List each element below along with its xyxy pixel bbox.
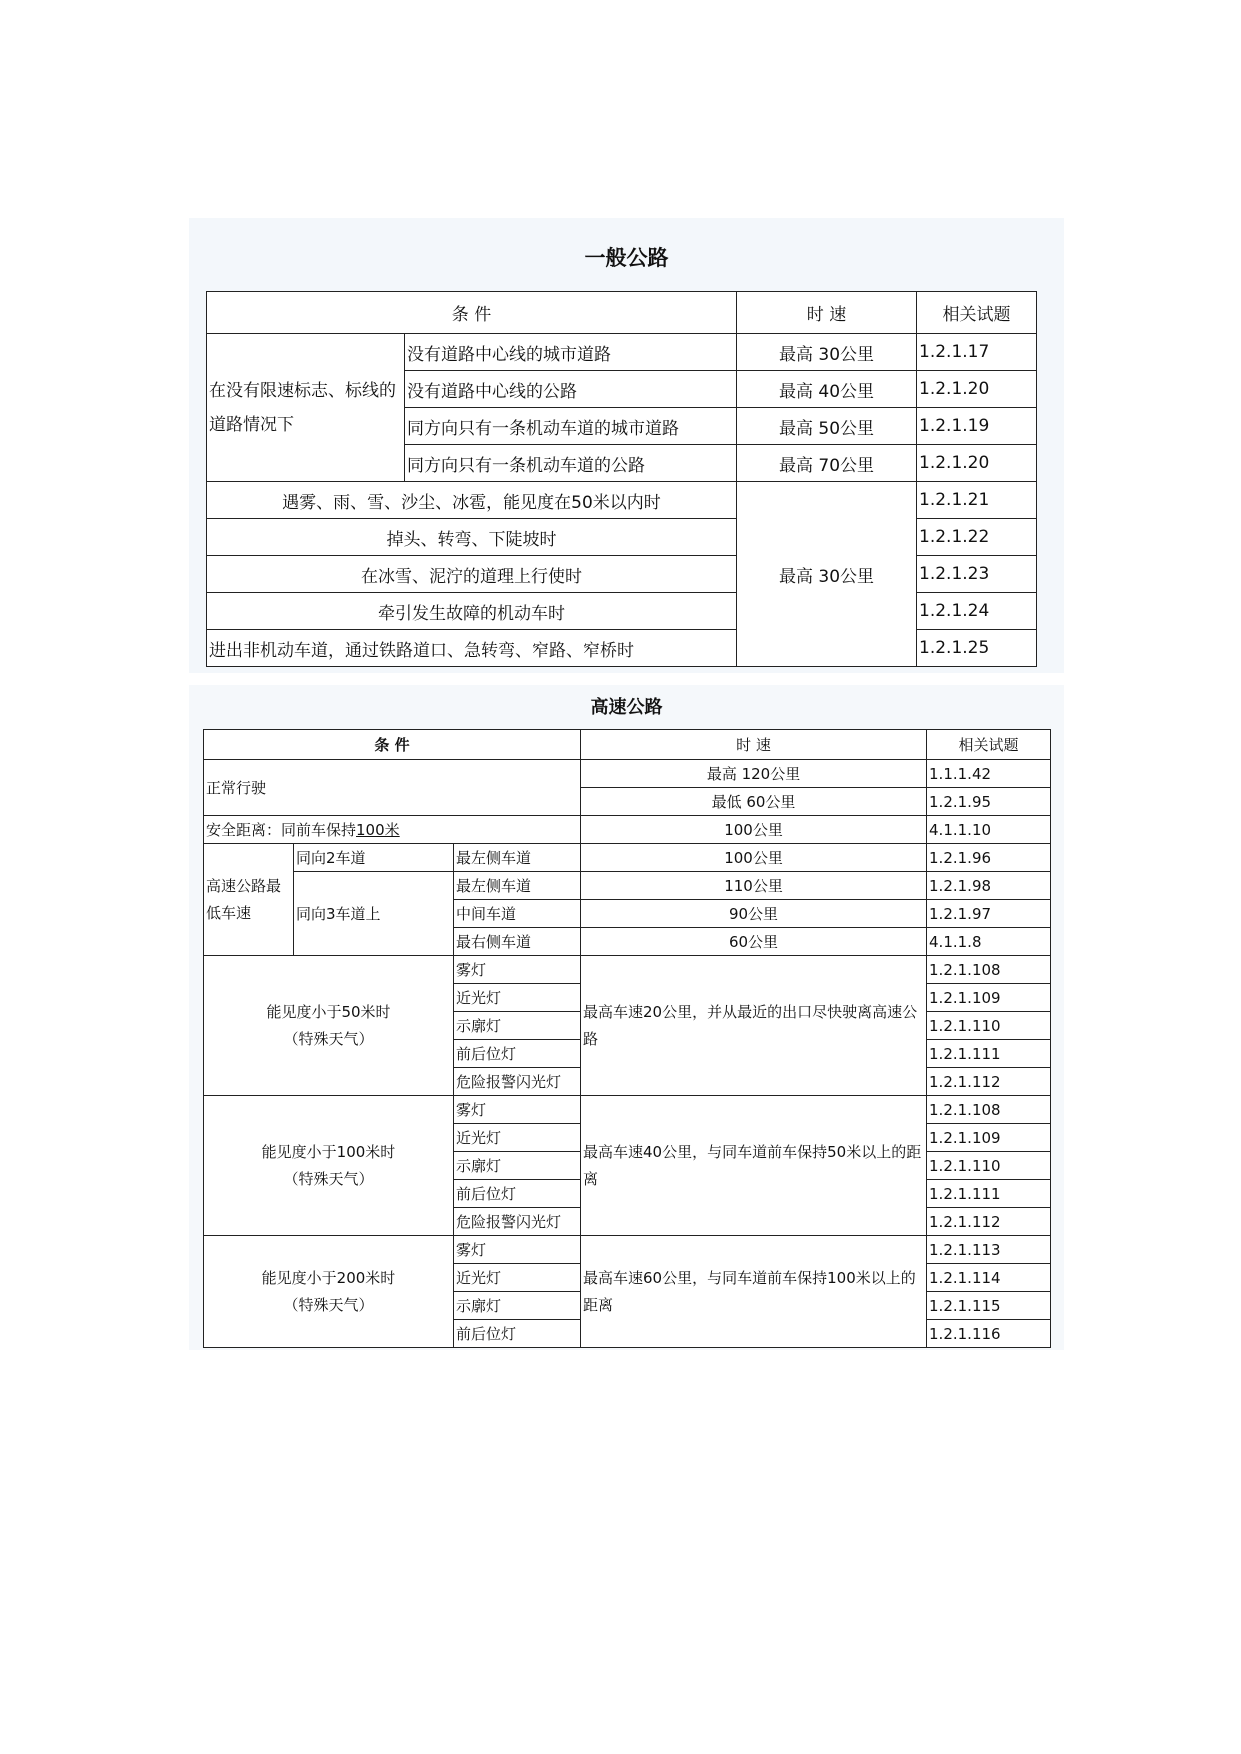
question-cell: 1.2.1.25 — [917, 630, 1037, 667]
speed-cell: 60公里 — [581, 928, 927, 956]
question-cell: 1.2.1.95 — [927, 788, 1051, 816]
visibility-sub: （特殊天气） — [283, 1169, 374, 1188]
header-condition: 条 件 — [204, 730, 581, 760]
question-cell: 1.2.1.110 — [927, 1152, 1051, 1180]
light-cell: 雾灯 — [454, 1096, 581, 1124]
condition-cell: 同方向只有一条机动车道的公路 — [405, 445, 737, 482]
speed-cell: 110公里 — [581, 872, 927, 900]
lane-cell: 最右侧车道 — [454, 928, 581, 956]
speed-cell: 最高 120公里 — [581, 760, 927, 788]
visibility-sub: （特殊天气） — [283, 1029, 374, 1048]
condition-cell: 在冰雪、泥泞的道理上行使时 — [207, 556, 737, 593]
expressway-table — [203, 729, 1051, 1348]
light-cell: 示廓灯 — [454, 1012, 581, 1040]
header-speed: 时 速 — [581, 730, 927, 760]
speed-cell: 最高 70公里 — [737, 445, 917, 482]
light-cell: 近光灯 — [454, 1124, 581, 1152]
header-condition: 条 件 — [207, 292, 737, 334]
light-cell: 示廓灯 — [454, 1292, 581, 1320]
table-header-row — [207, 292, 1037, 334]
table-row — [204, 956, 1051, 984]
question-cell: 1.2.1.19 — [917, 408, 1037, 445]
normal-driving-label: 正常行驶 — [204, 760, 581, 816]
condition-cell: 遇雾、雨、雪、沙尘、冰雹，能见度在50米以内时 — [207, 482, 737, 519]
general-road-title: 一般公路 — [584, 246, 669, 270]
question-cell: 1.2.1.116 — [927, 1320, 1051, 1348]
question-cell: 1.2.1.96 — [927, 844, 1051, 872]
table-header-row — [204, 730, 1051, 760]
table-row — [204, 1096, 1051, 1124]
condition-cell: 牵引发生故障的机动车时 — [207, 593, 737, 630]
condition-cell: 没有道路中心线的公路 — [405, 371, 737, 408]
lane-cell: 最左侧车道 — [454, 844, 581, 872]
question-cell: 1.2.1.114 — [927, 1264, 1051, 1292]
question-cell: 1.2.1.23 — [917, 556, 1037, 593]
question-cell: 1.2.1.111 — [927, 1180, 1051, 1208]
visibility-rule: 最高车速20公里，并从最近的出口尽快驶离高速公路 — [581, 956, 927, 1096]
condition-cell: 没有道路中心线的城市道路 — [405, 334, 737, 371]
speed-cell: 最低 60公里 — [581, 788, 927, 816]
question-cell: 1.2.1.109 — [927, 1124, 1051, 1152]
question-cell: 1.2.1.108 — [927, 1096, 1051, 1124]
light-cell: 雾灯 — [454, 1236, 581, 1264]
question-cell: 1.2.1.111 — [927, 1040, 1051, 1068]
condition-cell: 掉头、转弯、下陡坡时 — [207, 519, 737, 556]
question-cell: 1.2.1.97 — [927, 900, 1051, 928]
visibility-group-cell — [204, 956, 454, 1096]
header-question: 相关试题 — [927, 730, 1051, 760]
condition-cell: 进出非机动车道，通过铁路道口、急转弯、窄路、窄桥时 — [207, 630, 737, 667]
group-label: 在没有限速标志、标线的道路情况下 — [207, 334, 405, 482]
lane-cell: 中间车道 — [454, 900, 581, 928]
visibility-label: 能见度小于50米时 — [266, 1002, 391, 1021]
safe-distance-label: 安全距离：同前车保持 — [206, 821, 357, 839]
three-lane-label: 同向3车道上 — [294, 872, 454, 956]
expressway-title: 高速公路 — [590, 697, 663, 718]
light-cell: 危险报警闪光灯 — [454, 1068, 581, 1096]
special-speed-cell: 最高 30公里 — [737, 482, 917, 667]
question-cell: 1.1.1.42 — [927, 760, 1051, 788]
light-cell: 前后位灯 — [454, 1180, 581, 1208]
table-row — [207, 482, 1037, 519]
question-cell: 1.2.1.24 — [917, 593, 1037, 630]
visibility-label: 能见度小于200米时 — [261, 1268, 396, 1287]
question-cell: 1.2.1.17 — [917, 334, 1037, 371]
two-lane-label: 同向2车道 — [294, 844, 454, 872]
question-cell: 1.2.1.20 — [917, 445, 1037, 482]
general-road-table — [206, 291, 1037, 667]
visibility-group-cell — [204, 1096, 454, 1236]
visibility-label: 能见度小于100米时 — [261, 1142, 396, 1161]
question-cell: 4.1.1.8 — [927, 928, 1051, 956]
light-cell: 近光灯 — [454, 984, 581, 1012]
lane-cell: 最左侧车道 — [454, 872, 581, 900]
speed-cell: 最高 30公里 — [737, 334, 917, 371]
table-row — [207, 334, 1037, 371]
light-cell: 示廓灯 — [454, 1152, 581, 1180]
question-cell: 1.2.1.20 — [917, 371, 1037, 408]
table-row — [204, 816, 1051, 844]
question-cell: 1.2.1.109 — [927, 984, 1051, 1012]
light-cell: 前后位灯 — [454, 1040, 581, 1068]
question-cell: 4.1.1.10 — [927, 816, 1051, 844]
condition-cell: 同方向只有一条机动车道的城市道路 — [405, 408, 737, 445]
question-cell: 1.2.1.115 — [927, 1292, 1051, 1320]
table-row — [204, 1236, 1051, 1264]
min-speed-label: 高速公路最低车速 — [204, 844, 294, 956]
light-cell: 近光灯 — [454, 1264, 581, 1292]
safe-distance-value: 100米 — [356, 821, 400, 839]
light-cell: 雾灯 — [454, 956, 581, 984]
safe-distance-cell — [204, 816, 581, 844]
header-speed: 时 速 — [737, 292, 917, 334]
question-cell: 1.2.1.21 — [917, 482, 1037, 519]
speed-cell: 最高 50公里 — [737, 408, 917, 445]
question-cell: 1.2.1.22 — [917, 519, 1037, 556]
table-row — [204, 844, 1051, 872]
question-cell: 1.2.1.110 — [927, 1012, 1051, 1040]
visibility-sub: （特殊天气） — [283, 1295, 374, 1314]
visibility-group-cell — [204, 1236, 454, 1348]
table-row — [204, 760, 1051, 788]
table-row — [204, 872, 1051, 900]
speed-cell: 最高 40公里 — [737, 371, 917, 408]
speed-cell: 90公里 — [581, 900, 927, 928]
question-cell: 1.2.1.113 — [927, 1236, 1051, 1264]
light-cell: 危险报警闪光灯 — [454, 1208, 581, 1236]
question-cell: 1.2.1.112 — [927, 1208, 1051, 1236]
visibility-rule: 最高车速40公里，与同车道前车保持50米以上的距离 — [581, 1096, 927, 1236]
speed-cell: 100公里 — [581, 844, 927, 872]
visibility-rule: 最高车速60公里，与同车道前车保持100米以上的距离 — [581, 1236, 927, 1348]
light-cell: 前后位灯 — [454, 1320, 581, 1348]
question-cell: 1.2.1.108 — [927, 956, 1051, 984]
header-question: 相关试题 — [917, 292, 1037, 334]
question-cell: 1.2.1.112 — [927, 1068, 1051, 1096]
speed-cell: 100公里 — [581, 816, 927, 844]
question-cell: 1.2.1.98 — [927, 872, 1051, 900]
